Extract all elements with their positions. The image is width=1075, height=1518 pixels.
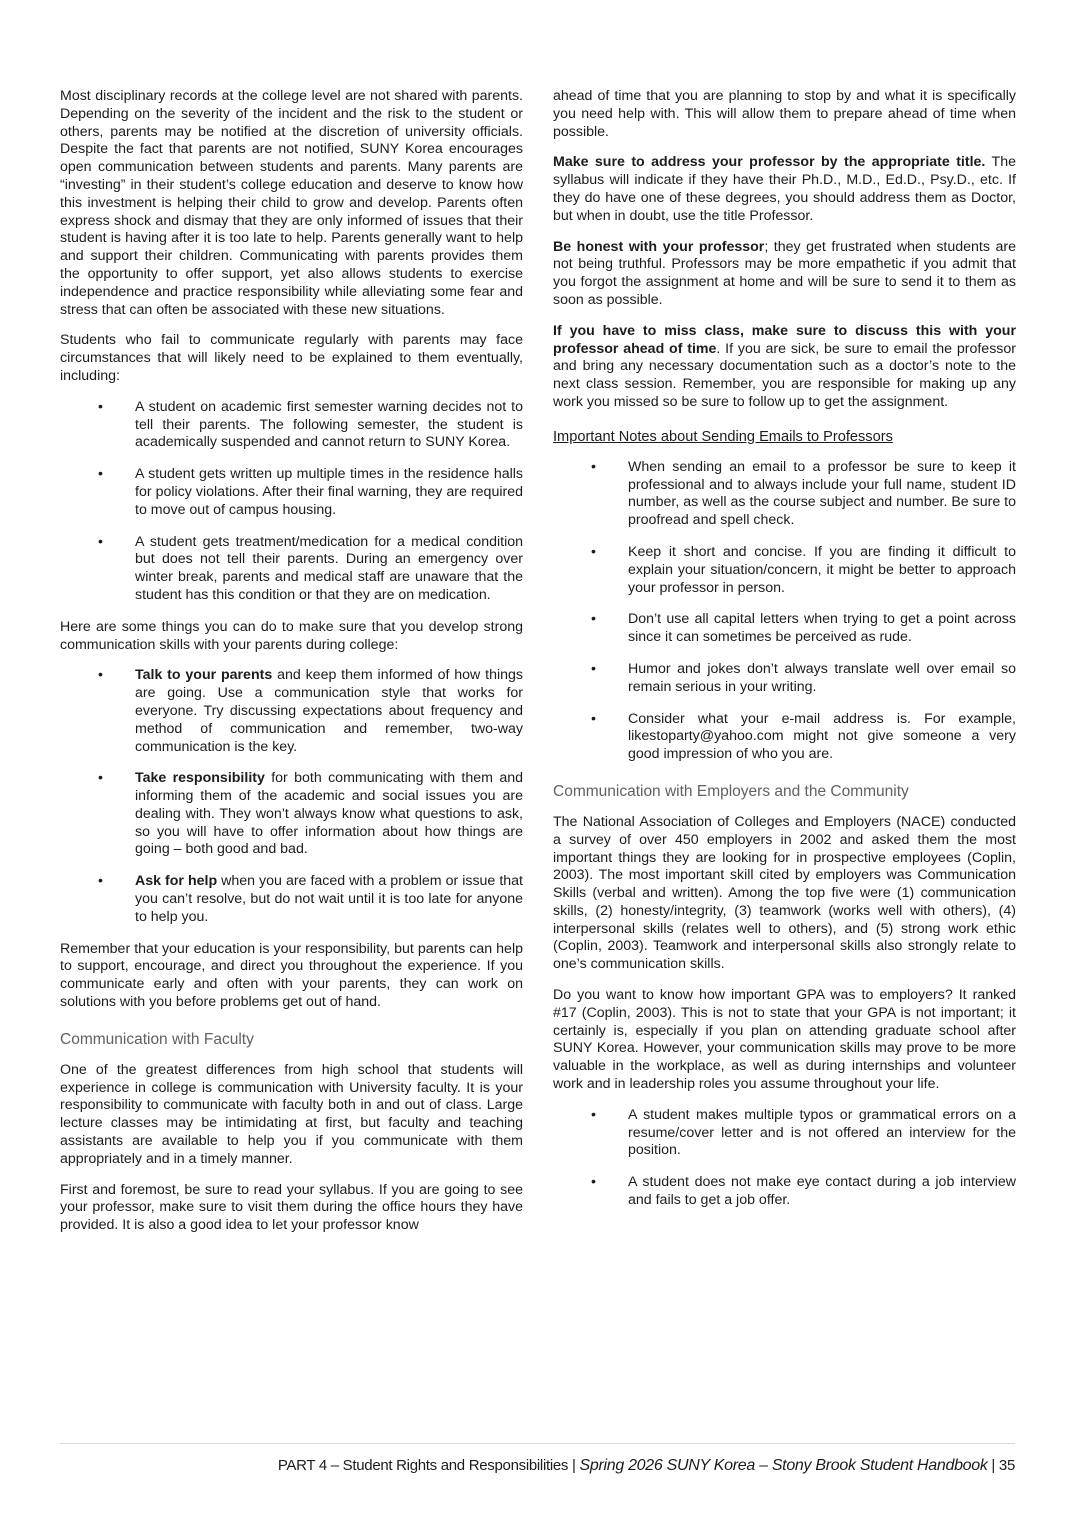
footer-separator: | bbox=[987, 1457, 999, 1474]
bullet-item bbox=[60, 667, 523, 756]
paragraph-education-responsibility: Remember that your education is your responsibility, but parents can help to support, encourage, and direct you throughout the experience. If you communicate early and often with your parents, they can work on solutions with you before problems get out of hand. bbox=[60, 940, 523, 1011]
section-heading-communication-with-employers: Communication with Employers and the Community bbox=[553, 782, 909, 800]
footer-separator: | bbox=[568, 1457, 580, 1474]
bullet-list-circumstances bbox=[60, 399, 523, 605]
paragraph-miss-class bbox=[553, 323, 1016, 412]
paragraph-text: The syllabus will indicate if they have their Ph.D., M.D., Ed.D., Psy.D., etc. If they do have one of these degrees, you should address them as Doctor, but when in doubt, use the title Professor. bbox=[553, 154, 1016, 224]
bullet-list-email-tips bbox=[553, 459, 1016, 764]
bullet-item bbox=[60, 873, 523, 926]
paragraph-lead: Be honest with your professor bbox=[553, 238, 765, 255]
right-column bbox=[553, 88, 1016, 1248]
bullet-item: • Consider what your e-mail address is. For example, likestoparty@yahoo.com might not give someone a very good impression of who you are. bbox=[553, 711, 1016, 764]
footer-handbook-title: Spring 2026 SUNY Korea – Stony Brook Student Handbook bbox=[579, 1457, 988, 1474]
paragraph-lead: Make sure to address your professor by the appropriate title. bbox=[553, 154, 986, 171]
bullet-item: • A student gets treatment/medication for a medical condition but does not tell their parents. During an emergency over winter break, parents and medical staff are unaware that the student has this condition or that they are on medication. bbox=[60, 534, 523, 605]
bullet-lead: Ask for help bbox=[135, 873, 218, 890]
paragraph-read-syllabus: First and foremost, be sure to read your syllabus. If you are going to see your professor, make sure to visit them during the office hours they have provided. It is also a good idea to let your professor know bbox=[60, 1181, 523, 1234]
bullet-item: • Humor and jokes don’t always translate well over email so remain serious in your writing. bbox=[553, 661, 1016, 697]
paragraph-nace-survey: The National Association of Colleges and Employers (NACE) conducted a survey of over 450 employers in 2002 and asked them the most important things they are looking for in prospective employees (Coplin, 2003). The most important skill cited by employers was Communication Skills (verbal and written). Among the top five were (1) communication skills, (2) honesty/integrity, (3) teamwork (works well with others), (4) interpersonal skills (relates well to others), and (5) strong work ethic (Coplin, 2003). Teamwork and interpersonal skills also strongly relate to one’s communication skills. bbox=[553, 813, 1016, 973]
bullet-item: • A student does not make eye contact during a job interview and fails to get a job offer. bbox=[553, 1174, 1016, 1210]
footer-part-label: PART 4 – Student Rights and Responsibilities bbox=[277, 1457, 569, 1474]
paragraph-ahead-of-time: ahead of time that you are planning to stop by and what it is specifically you need help with. This will allow them to prepare ahead of time when possible. bbox=[553, 88, 1016, 140]
paragraph-text: . If you are sick, be sure to email the professor and bring any necessary documentation such as a doctor’s note to the next class session. Remember, you are responsible for making up any work you missed so be sure to follow up to get the assignment. bbox=[553, 340, 1016, 410]
paragraph-text: ; they get frustrated when students are not being truthful. Professors may be more empathetic if you admit that you forgot the assignment at home and will be sure to send it to them as soon as possible. bbox=[553, 238, 1016, 308]
section-heading-communication-with-faculty: Communication with Faculty bbox=[60, 1030, 254, 1048]
paragraph-gpa-importance: Do you want to know how important GPA was to employers? It ranked #17 (Coplin, 2003). This is not to state that your GPA is not important; it certainly is, especially if you plan on attending graduate school after SUNY Korea. However, your communication skills may prove to be more valuable in the workplace, as well as during internships and volunteer work and in leadership roles you assume throughout your life. bbox=[553, 987, 1016, 1093]
paragraph-be-honest bbox=[553, 239, 1016, 310]
bullet-item: • Don’t use all capital letters when trying to get a point across since it can sometimes be perceived as rude. bbox=[553, 611, 1016, 647]
left-column bbox=[60, 88, 523, 1248]
page-footer bbox=[60, 1443, 1015, 1475]
bullet-list-employer-examples bbox=[553, 1107, 1016, 1210]
bullet-item bbox=[60, 770, 523, 859]
paragraph-appropriate-title bbox=[553, 154, 1016, 225]
paragraph-communication-tips-intro: Here are some things you can do to make sure that you develop strong communication skills with your parents during college: bbox=[60, 618, 523, 653]
paragraph-disciplinary-records: Most disciplinary records at the college level are not shared with parents. Depending on the severity of the incident and the risk to the student or others, parents may be notified at the discretion of university officials. Despite the fact that parents are not notified, SUNY Korea encourages open communication between students and parents. Many parents are “investing” in their student’s college education and deserve to know how this investment is helping their child to grow and develop. Parents often express shock and dismay that they are only informed of issues that their student is having after it is too late to help. Parents generally want to help and support their children. Communicating with parents provides them the opportunity to offer support, yet also allows students to exercise independence and practice responsibility while alleviating some fear and stress that can often be associated with these new situations. bbox=[60, 88, 523, 318]
bullet-lead: Take responsibility bbox=[135, 770, 265, 787]
paragraph-lead: If you have to miss class, make sure to discuss this with your professor ahead of time bbox=[553, 322, 1016, 357]
bullet-item: • A student on academic first semester warning decides not to tell their parents. The following semester, the student is academically suspended and cannot return to SUNY Korea. bbox=[60, 399, 523, 452]
bullet-lead: Talk to your parents bbox=[135, 667, 273, 684]
bullet-text: and keep them informed of how things are going. Use a communication style that works for everyone. Try discussing expectations about frequency and method of communication and remember, two-way communication is the key. bbox=[135, 667, 523, 755]
section-heading-email-notes: Important Notes about Sending Emails to Professors bbox=[553, 428, 893, 445]
footer-page-number: 35 bbox=[998, 1457, 1015, 1474]
bullet-text: for both communicating with them and informing them of the academic and social issues you are dealing with. They won’t always know what questions to ask, so you will have to offer information about how things are going – both good and bad. bbox=[135, 770, 523, 858]
bullet-item: • A student makes multiple typos or grammatical errors on a resume/cover letter and is not offered an interview for the position. bbox=[553, 1107, 1016, 1160]
paragraph-fail-to-communicate: Students who fail to communicate regularly with parents may face circumstances that will likely need to be explained to them eventually, including: bbox=[60, 332, 523, 384]
bullet-list-parent-tips bbox=[60, 667, 523, 926]
paragraph-faculty-differences: One of the greatest differences from high school that students will experience in college is communication with University faculty. It is your responsibility to communicate with faculty both in and out of class. Large lecture classes may be intimidating at first, but faculty and teaching assistants are available to help you if you communicate with them appropriately and in a timely manner. bbox=[60, 1061, 523, 1167]
bullet-item: • A student gets written up multiple times in the residence halls for policy violations. After their final warning, they are required to move out of campus housing. bbox=[60, 466, 523, 519]
bullet-text: when you are faced with a problem or issue that you can’t resolve, but do not wait until it is too late for anyone to help you. bbox=[135, 873, 523, 925]
bullet-item: • Keep it short and concise. If you are finding it difficult to explain your situation/concern, it might be better to approach your professor in person. bbox=[553, 544, 1016, 597]
bullet-item: • When sending an email to a professor be sure to keep it professional and to always include your full name, student ID number, as well as the course subject and number. Be sure to proofread and spell check. bbox=[553, 459, 1016, 530]
